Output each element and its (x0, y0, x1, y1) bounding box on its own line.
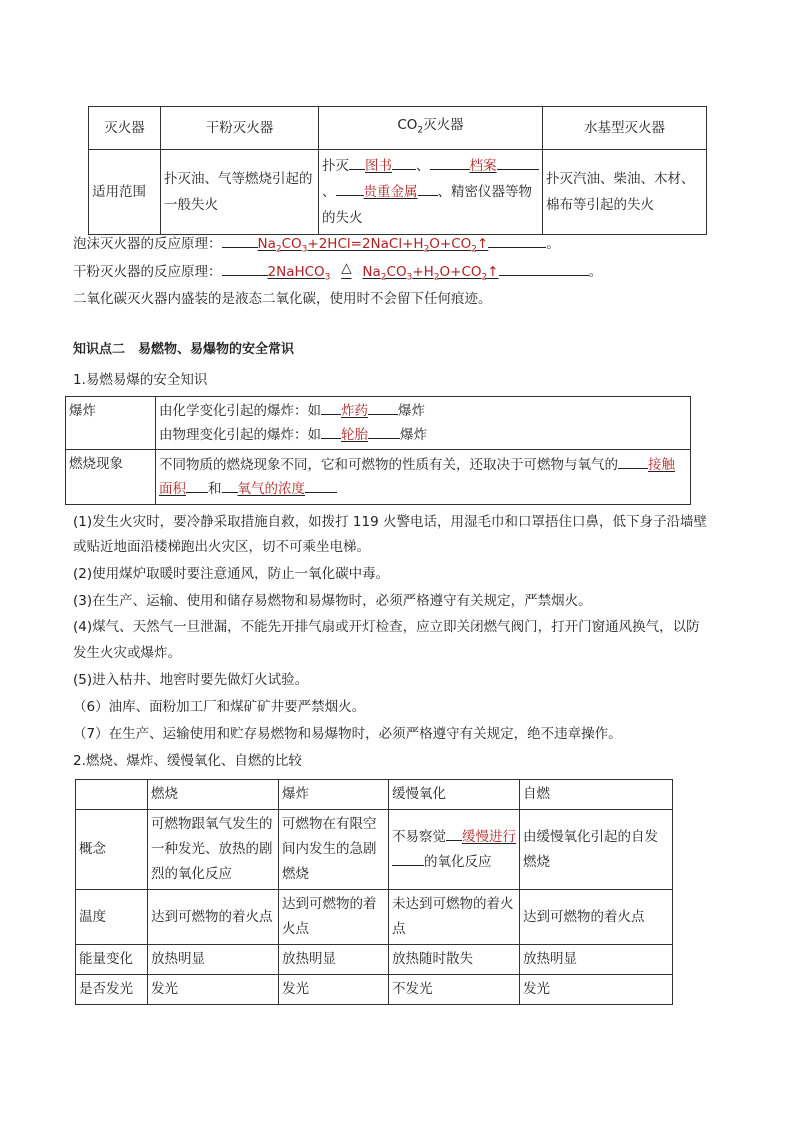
answer: 图书 (365, 158, 392, 174)
answer: 轮胎 (341, 427, 368, 443)
table-cell: 达到可燃物的着火点 (520, 890, 673, 945)
co2-note: 二氧化碳灭火器内盛装的是液态二氧化碳，使用时不会留下任何痕迹。 (73, 291, 492, 307)
table-row (76, 810, 673, 890)
table-cell: 放热随时散失 (389, 945, 520, 975)
table-header: 水基型灭火器 (543, 107, 707, 150)
table-header: 自燃 (520, 780, 673, 810)
row-label: 爆炸 (66, 397, 156, 450)
list-item: (4)煤气、天然气一旦泄漏，不能先开排气扇或开灯检查，应立即关闭燃气阀门，打开门窗通风换气，以防 (73, 619, 700, 635)
table-row (89, 150, 707, 235)
table-cell: 发光 (148, 975, 279, 1005)
row-label: 燃烧现象 (66, 450, 156, 505)
section-title: 知识点二 易燃物、易爆物的安全常识 (73, 342, 295, 357)
table-cell: 发光 (520, 975, 673, 1005)
table-header: 燃烧 (148, 780, 279, 810)
cell-text: 扑灭 (322, 158, 349, 174)
table-cell: 扑灭汽油、柴油、木材、棉布等引起的失火 (543, 150, 707, 235)
table-header: 缓慢氧化 (389, 780, 520, 810)
list-item: (5)进入枯井、地窖时要先做灯火试验。 (73, 672, 309, 688)
cell-text: 、 (322, 184, 336, 200)
dry-principle: 干粉灭火器的反应原理： 2NaHCO$_3$△ $Na_2CO_3+H_2O+CO_2↑$ 。 (73, 260, 603, 283)
cell-text: 、 (416, 158, 430, 174)
table-cell: 可燃物跟氧气发生的一种发光、放热的剧烈的氧化反应 (148, 810, 279, 890)
row-label: 适用范围 (89, 150, 161, 235)
line-label: 干粉灭火器的反应原理： (73, 264, 222, 280)
table-cell: 达到可燃物的着火点 (148, 890, 279, 945)
table-cell: 发光 (279, 975, 389, 1005)
dry-equation: 2NaHCO$_3$ (267, 264, 331, 283)
table-header: 干粉灭火器 (161, 107, 319, 150)
table-cell: 扑灭油、气等燃烧引起的一般失火 (161, 150, 319, 235)
list-item: (1)发生火灾时，要冷静采取措施自救，如拨打 119 火警电话，用湿毛巾和口罩捂住口鼻，低下身子沿墙壁 (73, 514, 707, 530)
row-label: 概念 (76, 810, 148, 890)
table-cell (319, 150, 543, 235)
table-header: 灭火器 (89, 107, 161, 150)
table-cell: 未达到可燃物的着火点 (389, 890, 520, 945)
table-cell: 放热明显 (279, 945, 389, 975)
list-item: (2)使用煤炉取暖时要注意通风，防止一氧化碳中毒。 (73, 566, 390, 582)
answer: 接触面积 (159, 457, 675, 497)
table-cell: 达到可燃物的着火点 (279, 890, 389, 945)
cell-text: 、精密仪器等物的失火 (322, 184, 532, 226)
answer: 氧气的浓度 (237, 481, 305, 497)
row-label: 是否发光 (76, 975, 148, 1005)
table-cell: 不易察觉 缓慢进行的氧化反应 (389, 810, 520, 890)
punct: 。 (588, 264, 603, 280)
table-row (89, 107, 707, 150)
comparison-table (75, 779, 673, 1005)
row-label: 能量变化 (76, 945, 148, 975)
list-item: 或贴近地面沿楼梯跑出火灾区，切不可乘坐电梯。 (73, 539, 370, 555)
heat-condition: △ (341, 260, 352, 276)
list-item: 发生火灾或爆炸。 (73, 645, 181, 661)
line-label: 泡沫灭火器的反应原理： (73, 236, 222, 252)
header-text: 灭火器 (423, 117, 464, 134)
co2-label: CO (397, 117, 418, 134)
table-row (76, 945, 673, 975)
answer: 炸药 (341, 403, 368, 419)
subscript: 2 (417, 125, 424, 136)
table-header: 爆炸 (279, 780, 389, 810)
table-header (76, 780, 148, 810)
table-row (66, 397, 691, 450)
table-cell: 放热明显 (520, 945, 673, 975)
table-cell: 由缓慢氧化引起的自发燃烧 (520, 810, 673, 890)
safety-table (65, 396, 691, 505)
punct: 。 (546, 236, 560, 252)
extinguisher-table (88, 106, 707, 235)
foam-equation: $Na_2CO_3+2HCl=2NaCl+H_2O+CO_2↑$ (257, 236, 489, 255)
table-cell: 不同物质的燃烧现象不同，它和可燃物的性质有关，还取决于可燃物与氧气的 接触面积 和 氧气的浓度 (156, 450, 691, 505)
list-item: （6）油库、面粉加工厂和煤矿矿井要严禁烟火。 (73, 699, 366, 715)
table-row (76, 890, 673, 945)
answer: 缓慢进行 (462, 828, 516, 845)
list-item: (3)在生产、运输、使用和储存易燃物和易爆物时，必须严格遵守有关规定，严禁烟火。 (73, 593, 592, 609)
subsection-title: 1.易燃易爆的安全知识 (73, 372, 208, 388)
table-cell: 不发光 (389, 975, 520, 1005)
table-cell: 可燃物在有限空间内发生的急剧燃烧 (279, 810, 389, 890)
row-label: 温度 (76, 890, 148, 945)
table-row (76, 780, 673, 810)
table-cell: 由化学变化引起的爆炸：如 炸药 爆炸 由物理变化引起的爆炸：如 轮胎 爆炸 (156, 397, 691, 450)
table-row (76, 975, 673, 1005)
table-header (319, 107, 543, 150)
answer: 贵重金属 (363, 184, 418, 200)
answer: 档案 (469, 158, 497, 174)
table-row (66, 450, 691, 505)
subsection-title: 2.燃烧、爆炸、缓慢氧化、自燃的比较 (73, 753, 302, 769)
list-item: （7）在生产、运输使用和贮存易燃物和易爆物时，必须严格遵守有关规定，绝不违章操作。 (73, 726, 622, 742)
foam-principle (73, 233, 560, 260)
table-cell: 放热明显 (148, 945, 279, 975)
